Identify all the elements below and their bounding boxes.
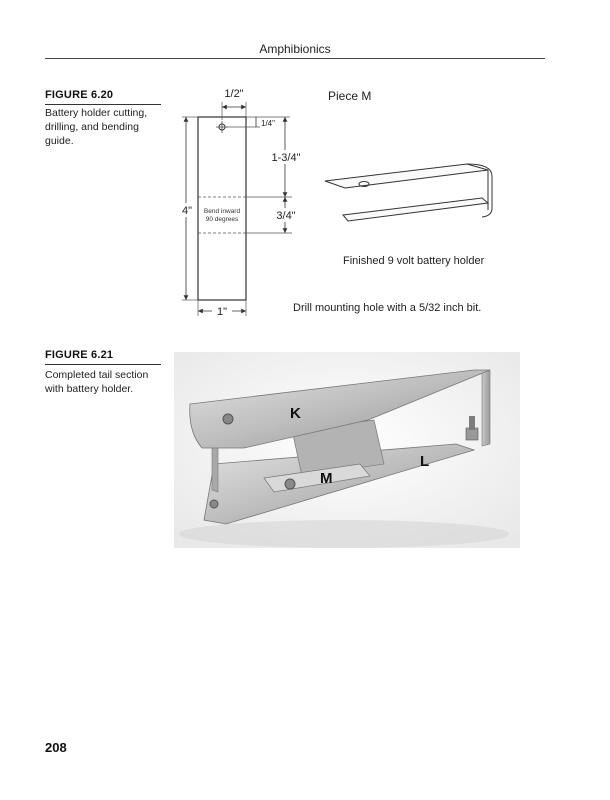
dim-one-inch: 1" (216, 306, 228, 318)
figure-6-20-caption: Battery holder cutting, drilling, and bending guide. (45, 107, 148, 147)
figure-6-20-label: FIGURE 6.20 (45, 89, 161, 105)
bend-note-line1: Bend inward (203, 208, 241, 215)
dim-four-inch: 4" (181, 205, 193, 217)
bend-note-line2: 90 degrees (205, 216, 239, 223)
drill-note: Drill mounting hole with a 5/32 inch bit. (293, 302, 482, 314)
dim-quarter-inch: 1/4" (261, 119, 275, 128)
photo-label-k: K (290, 405, 301, 422)
figure-6-21-label: FIGURE 6.21 (45, 349, 161, 365)
dim-half-inch: 1/2" (224, 88, 244, 100)
photo-label-l: L (420, 453, 430, 470)
holder-label: Finished 9 volt battery holder (343, 255, 485, 267)
finished-holder-sketch (325, 164, 492, 221)
page-number: 208 (45, 740, 67, 755)
tail-section-photo (174, 352, 520, 548)
header-rule (45, 58, 545, 59)
dim-three-quarter: 3/4" (276, 210, 296, 222)
piece-title: Piece M (328, 89, 372, 103)
dim-one-three-quarter: 1-3/4" (271, 152, 301, 164)
running-header: Amphibionics (259, 42, 331, 56)
battery-holder-drawing (170, 80, 510, 325)
figure-6-21-caption: Completed tail section with battery holder. (45, 369, 149, 395)
photo-label-m: M (320, 470, 333, 487)
